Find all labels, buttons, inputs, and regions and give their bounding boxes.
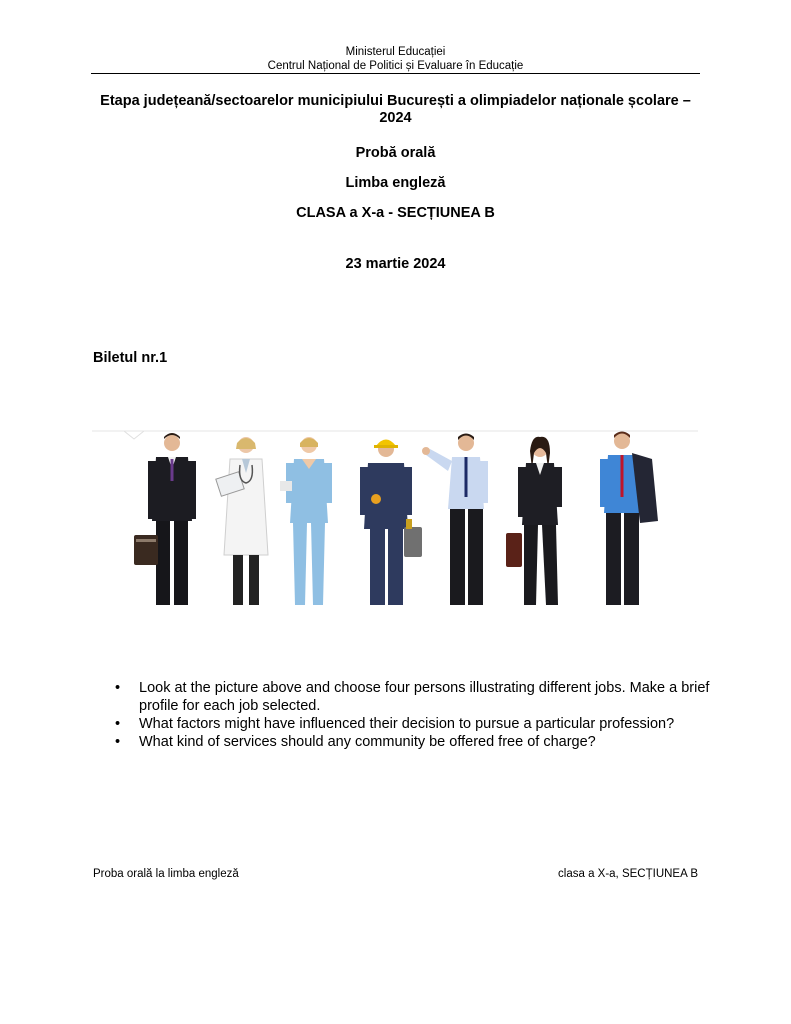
footer-right: clasa a X-a, SECȚIUNEA B: [558, 868, 698, 880]
ticket-number: Biletul nr.1: [93, 350, 168, 366]
person-businessman: [134, 433, 196, 605]
bullet-icon: •: [115, 716, 121, 732]
header-divider: [91, 73, 700, 74]
header-center: Centrul Național de Politici și Evaluare în Educație: [267, 60, 524, 72]
task-text: What kind of services should any community be offered free of charge?: [139, 734, 596, 750]
task-text: What factors might have influenced their decision to pursue a particular profession?: [139, 716, 675, 732]
list-item: [93, 715, 713, 733]
bullet-icon: •: [115, 680, 121, 696]
professions-photo: [92, 429, 698, 615]
class-section: CLASA a X-a - SECȚIUNEA B: [296, 205, 495, 221]
header-ministry: Ministerul Educației: [345, 46, 446, 58]
task-text: Look at the picture above and choose four persons illustrating different jobs. Make a brief profile for each job selected.: [139, 680, 710, 714]
exam-date: 23 martie 2024: [345, 256, 446, 272]
subject: Limba engleză: [345, 175, 446, 191]
bullet-icon: •: [115, 734, 121, 750]
footer-left: Proba orală la limba engleză: [93, 868, 239, 880]
person-businesswoman: [506, 437, 562, 605]
exam-type: Probă orală: [355, 145, 436, 161]
person-construction-worker: [360, 440, 422, 606]
list-item: [93, 679, 713, 715]
task-list: [93, 679, 713, 751]
person-nurse: [280, 437, 332, 605]
person-presenter: [422, 434, 488, 606]
document-title: Etapa județeană/sectoarelor municipiului București a olimpiadelor naționale școlare – 2024: [100, 93, 691, 126]
person-doctor: [216, 437, 268, 605]
list-item: [93, 733, 713, 751]
person-young-professional: [600, 432, 658, 606]
